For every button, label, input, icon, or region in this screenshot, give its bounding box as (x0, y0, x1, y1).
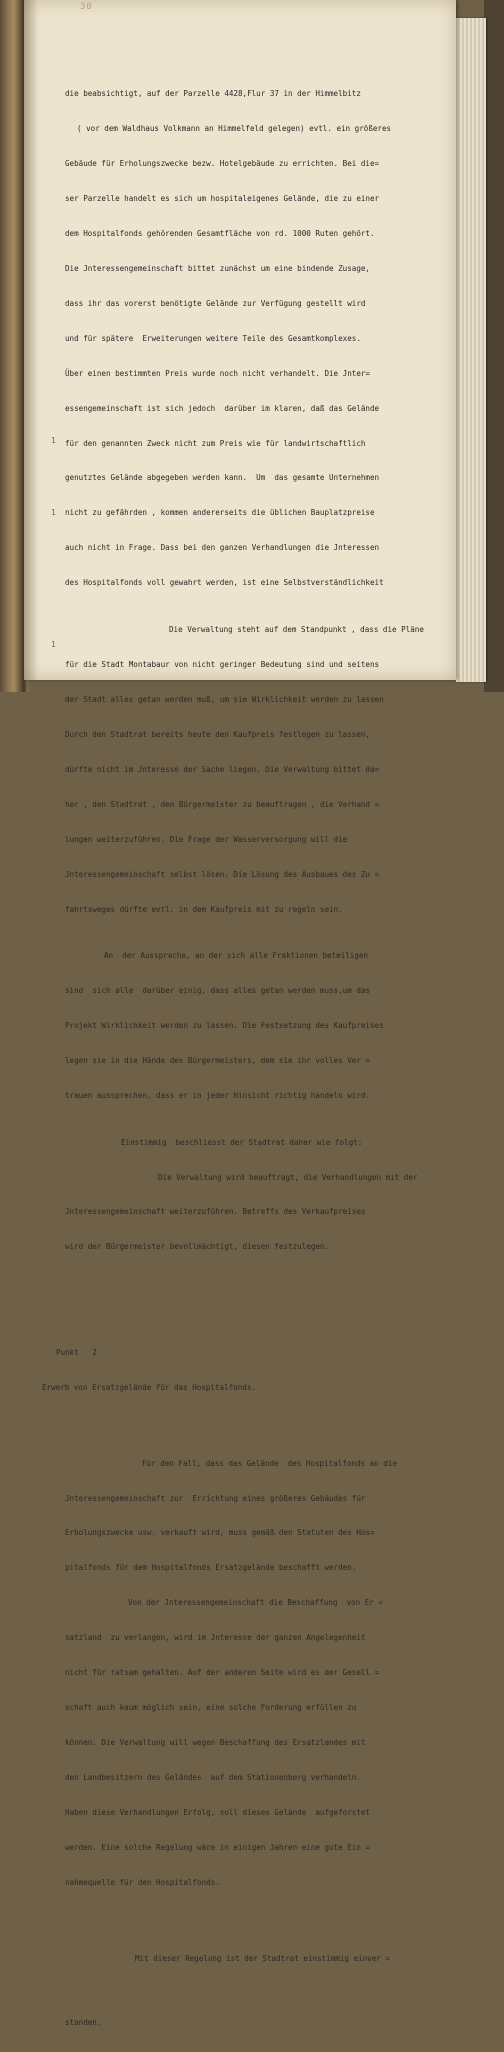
text-line: nicht für ratsam gehalten. Auf der anderen Seite wird es der Gesell = (65, 1668, 380, 1678)
text-line: Von der Jnteressengemeinschaft die Beschaffung von Er = (128, 1598, 383, 1608)
text-line: können. Die Verwaltung will wegen Beschaffung des Ersatzlandes mit (65, 1738, 366, 1748)
text-line: dem Hospitalfonds gehörenden Gesamtfläche von rd. 1000 Ruten gehört. (65, 228, 375, 238)
body-text (24, 53, 482, 2052)
text-line: Jnteressengemeinschaft zur Errichtung eines größeres Gebäudes für (65, 1493, 366, 1503)
text-line: Für den Fall, dass das Gelände des Hospitalfonds an die (142, 1458, 397, 1468)
text-line: für die Stadt Montabaur von nicht geringer Bedeutung sind und seitens (65, 659, 380, 669)
binder-board (484, 0, 504, 692)
margin-mark: 1 (51, 436, 56, 445)
text-line: legen sie in die Hände des Bürgermeisters, dem sie ihr volles Ver = (65, 1056, 370, 1066)
text-line: dass ihr das vorerst benötigte Gelände zur Verfügung gestellt wird (65, 298, 366, 308)
text-line: und für spätere Erweiterungen weitere Teile des Gesamtkomplexes. (65, 333, 361, 343)
document-page (24, 0, 456, 2028)
text-line: werden. Eine solche Regelung wäre in einigen Jahren eine gute Ein = (65, 1843, 370, 1853)
text-line: fahrtsweges dürfte evtl. in dem Kaufpreis mit zu regeln sein. (65, 904, 343, 914)
text-line: lungen weiterzuführen. Die Frage der Wasserversorgung will die (65, 834, 348, 844)
text-line: Erholungszwecke usw. verkauft wird, muss gemäß den Statuten des Hos= (65, 1528, 375, 1538)
text-line: Einstimmig beschliesst der Stadtrat daher wie folgt: (121, 1137, 363, 1147)
text-line: standen. (65, 2018, 102, 2028)
text-line: Haben diese Verhandlungen Erfolg, soll dieses Gelände aufgeforstet (65, 1808, 370, 1818)
text-line: dürfte nicht im Jnteresse der Sache liegen. Die Verwaltung bittet da= (65, 764, 380, 774)
text-line: die beabsichtigt, auf der Parzelle 4428,Flur 37 in der Himmelbitz (65, 88, 361, 98)
text-line: wird der Bürgermeister bevollmächtigt, diesen festzulegen. (65, 1242, 330, 1252)
text-line: her , den Stadtrat , den Bürgermeister zu beauftragen , die Verhand = (65, 799, 380, 809)
text-line: nahmequelle für den Hospitalfonds. (65, 1877, 220, 1887)
text-line: ( vor dem Waldhaus Volkmann an Himmelfeld gelegen) evtl. ein größeres (77, 123, 392, 133)
section-title: Erwerb von Ersatzgelände für das Hospitalfonds. (42, 1382, 256, 1392)
text-line: auch nicht in Frage. Dass bei den ganzen Verhandlungen die Jnteressen (65, 543, 380, 553)
text-line: den Landbesitzern des Geländes auf dem Stationenberg verhandeln. (65, 1773, 361, 1783)
text-line: ser Parzelle handelt es sich um hospitaleigenes Gelände, die zu einer (65, 193, 380, 203)
text-line: Gebäude für Erholungszwecke bezw. Hotelgebäude zu errichten. Bei die= (65, 158, 380, 168)
text-line: trauen aussprechen, dass er in jeder Hinsicht richtig handeln wird. (65, 1090, 370, 1100)
text-line: Mit dieser Regelung ist der Stadtrat einstimmig einver = (135, 1953, 390, 1963)
margin-mark: 1 (51, 508, 56, 517)
text-line: essengemeinschaft ist sich jedoch darüber im klaren, daß das Gelände (65, 403, 380, 413)
text-line: nicht zu gefährden , kommen andererseits die üblichen Bauplatzpreise (65, 508, 375, 518)
text-line: Die Verwaltung wird beauftragt, die Verhandlungen mit der (158, 1172, 418, 1182)
text-line: Durch den Stadtrat bereits heute den Kaufpreis festlegen zu lassen, (65, 729, 370, 739)
text-line: Jnteressengemeinschaft weiterzuführen. Betreffs des Verkaufpreises (65, 1207, 366, 1217)
text-line: Die Verwaltung steht auf dem Standpunkt , dass die Pläne (169, 624, 424, 634)
margin-mark: 1 (51, 640, 56, 649)
text-line: satzland zu verlangen, wird im Jnteresse der ganzen Angelegenheit (65, 1633, 366, 1643)
text-line: schaft auch kaum möglich sein, eine solche Forderung erfüllen zu (65, 1703, 357, 1713)
text-line: Jnteressengemeinschaft selbst lösen. Die Lösung des Ausbaues des Zu = (65, 869, 380, 879)
section-heading: Punkt 2 (56, 1347, 97, 1357)
text-line: pitalfonds für dem Hospitalfonds Ersatzgelände beschafft werden. (65, 1563, 357, 1573)
text-line: des Hospitalfonds voll gewahrt werden, ist eine Selbstverständlichkeit (65, 578, 384, 588)
top-mark: 30 (80, 2, 93, 12)
text-line: genutztes Gelände abgegeben werden kann. Um das gesamte Unternehmen (65, 473, 380, 483)
text-line: Projekt Wirklichkeit werden zu lassen. Die Festsetzung des Kaufpreises (65, 1021, 384, 1031)
text-line: der Stadt alles getan werden muß, um sie Wirklichkeit werden zu lassen (65, 694, 384, 704)
text-line: sind sich alle darüber einig, dass alles getan werden muss,um das (65, 986, 370, 996)
text-line: Die Jnteressengemeinschaft bittet zunächst um eine bindende Zusage, (65, 263, 370, 273)
text-line: An der Aussprache, an der sich alle Fraktionen beteiligen (104, 951, 369, 961)
text-line: für den genannten Zweck nicht zum Preis wie für landwirtschaftlich (65, 438, 366, 448)
text-line: Über einen bestimmten Preis wurde noch nicht verhandelt. Die Jnter= (65, 368, 370, 378)
